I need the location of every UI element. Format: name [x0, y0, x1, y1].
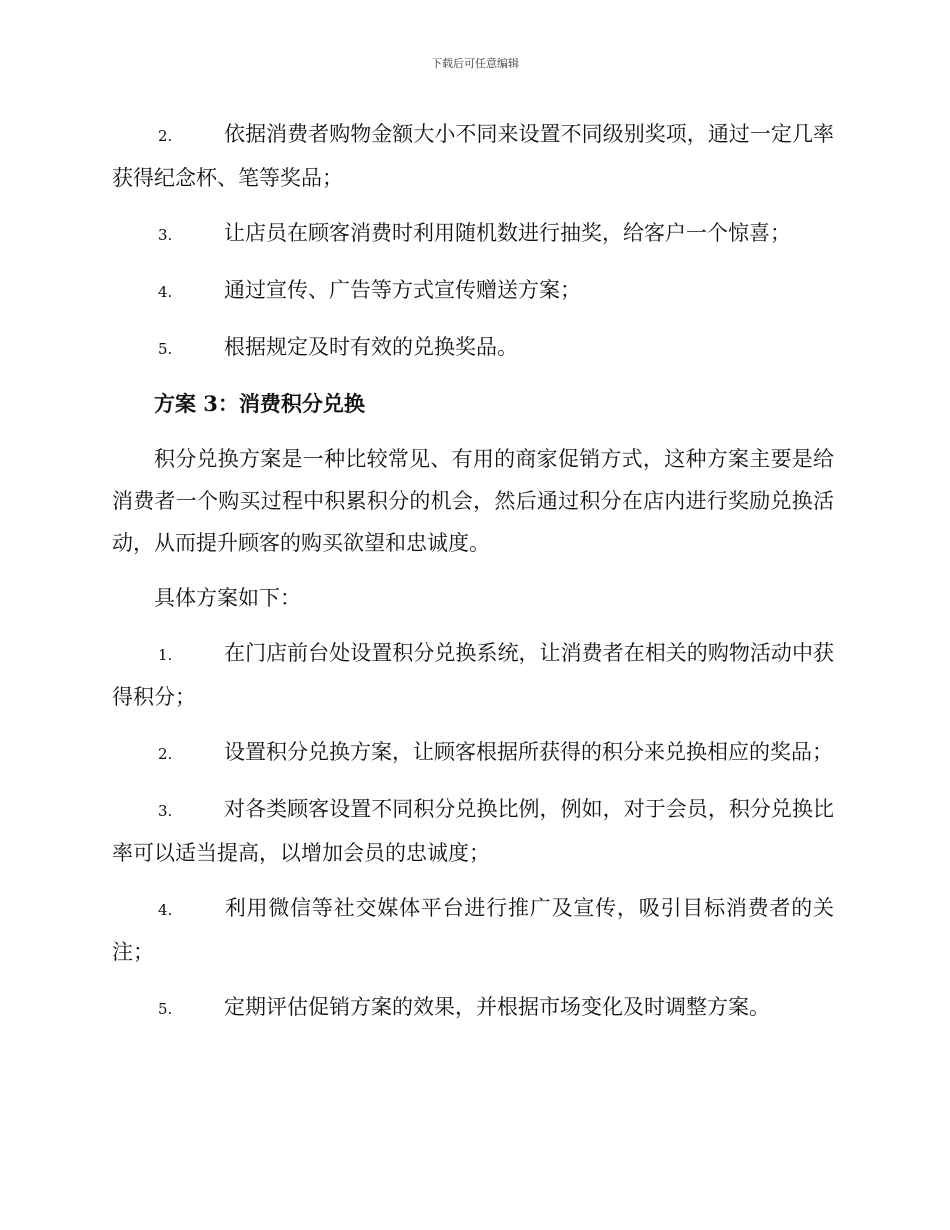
- list-item: [112, 269, 834, 313]
- list-text: 在门店前台处设置积分兑换系统，让消费者在相关的购物活动中获得积分；: [112, 641, 834, 709]
- list-item: [112, 788, 834, 874]
- plan-lead-paragraph: 具体方案如下：: [154, 586, 301, 610]
- list-number: 1.: [158, 646, 173, 664]
- list-text: 定期评估促销方案的效果，并根据市场变化及时调整方案。: [224, 995, 770, 1019]
- list-text: 通过宣传、广告等方式宣传赠送方案；: [224, 278, 581, 302]
- list-number: 2.: [158, 127, 173, 145]
- list-item: [112, 326, 834, 370]
- list-item: [112, 632, 834, 718]
- list-number: 4.: [158, 901, 173, 919]
- section-heading: 方案 3：消费积分兑换: [154, 391, 365, 416]
- page-header-note: 下载后可任意编辑: [431, 57, 519, 70]
- list-number: 5.: [158, 1000, 173, 1018]
- list-item: [112, 113, 834, 199]
- list-text: 设置积分兑换方案，让顾客根据所获得的积分来兑换相应的奖品；: [224, 740, 833, 764]
- list-item: [112, 986, 834, 1030]
- list-text: 利用微信等社交媒体平台进行推广及宣传，吸引目标消费者的关注；: [112, 896, 834, 964]
- list-text: 根据规定及时有效的兑换奖品。: [224, 335, 518, 359]
- list-number: 3.: [158, 226, 173, 244]
- list-item: [112, 212, 834, 256]
- section-intro-paragraph: 积分兑换方案是一种比较常见、有用的商家促销方式，这种方案主要是给消费者一个购买过程中积累积分的机会，然后通过积分在店内进行奖励兑换活动，从而提升顾客的购买欲望和忠诚度。: [112, 447, 834, 555]
- list-number: 3.: [158, 802, 173, 820]
- list-text: 让店员在顾客消费时利用随机数进行抽奖，给客户一个惊喜；: [224, 221, 791, 245]
- list-item: [112, 887, 834, 973]
- list-number: 5.: [158, 340, 173, 358]
- document-body: [112, 113, 834, 1043]
- list-number: 2.: [158, 745, 173, 763]
- list-text: 对各类顾客设置不同积分兑换比例，例如，对于会员，积分兑换比率可以适当提高，以增加会员的忠诚度；: [112, 797, 834, 865]
- list-item: [112, 731, 834, 775]
- list-text: 依据消费者购物金额大小不同来设置不同级别奖项，通过一定几率获得纪念杯、笔等奖品；: [112, 122, 834, 190]
- list-number: 4.: [158, 283, 173, 301]
